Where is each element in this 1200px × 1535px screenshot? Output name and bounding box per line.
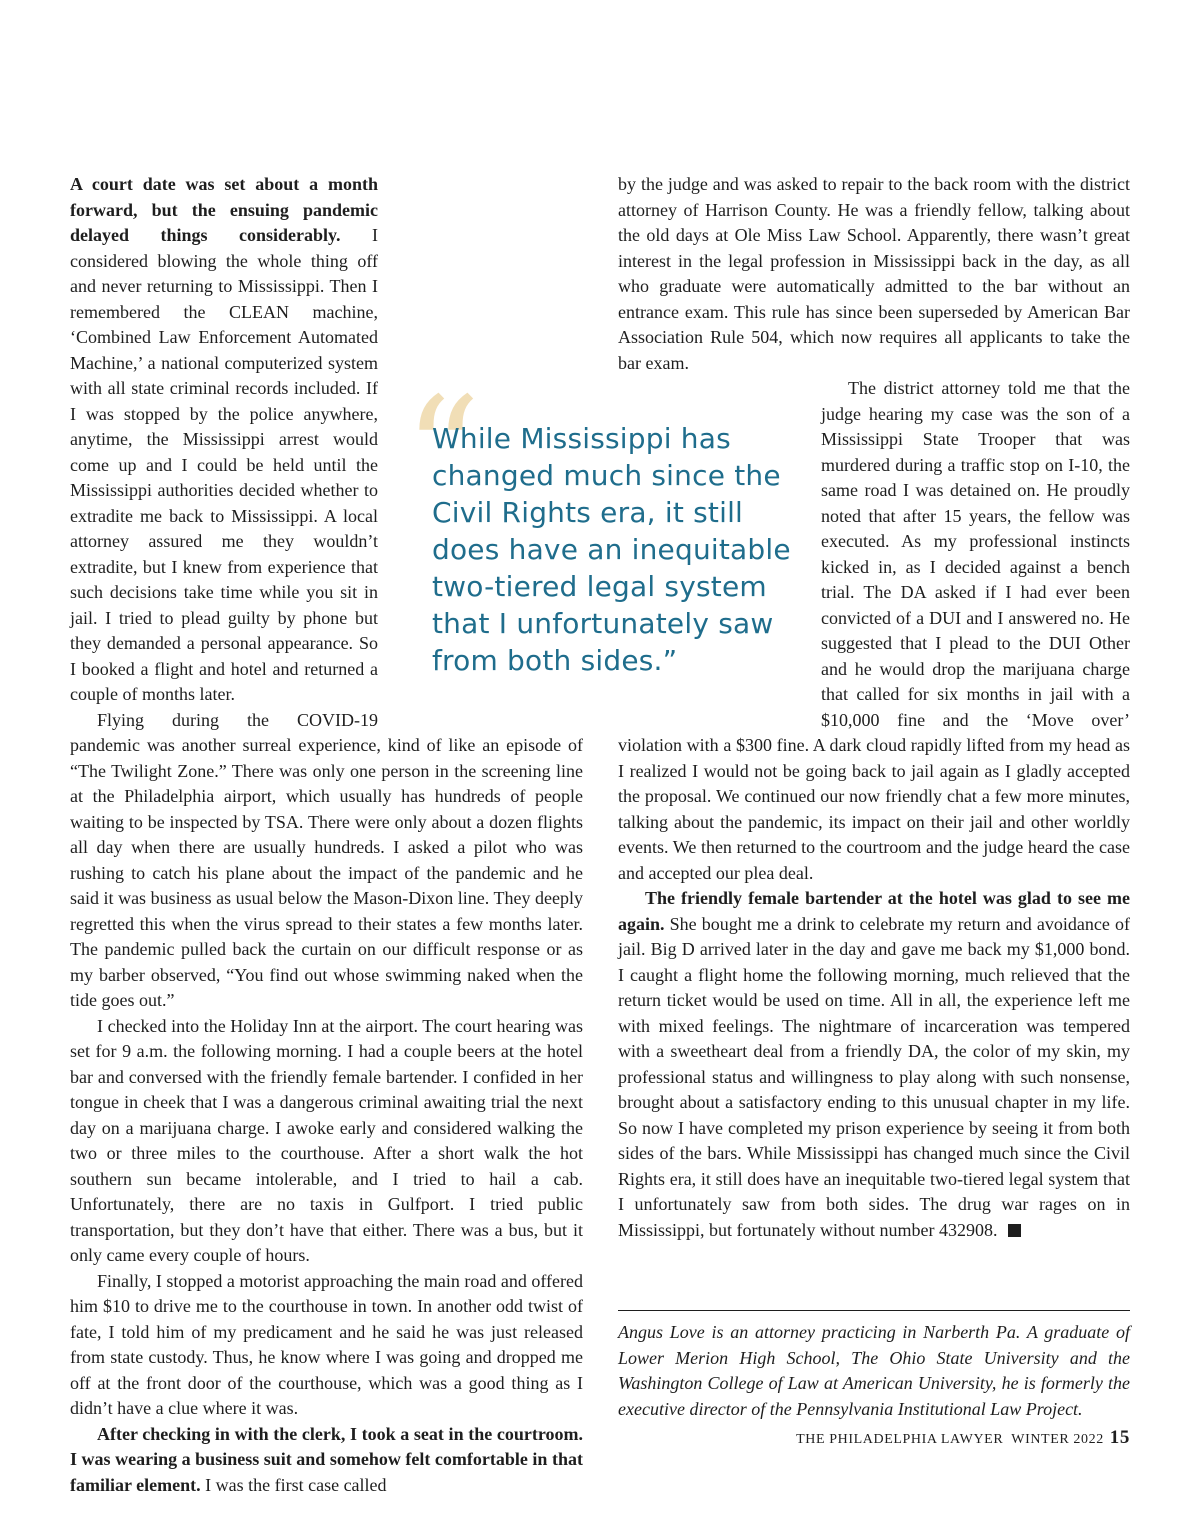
- end-of-article-mark: [1008, 1224, 1021, 1237]
- publication-name: THE PHILADELPHIA LAWYER: [796, 1432, 1004, 1447]
- page-number: 15: [1109, 1427, 1130, 1448]
- paragraph: [70, 1422, 583, 1499]
- paragraph-text: Flying during the COVID-19 pandemic was another surreal experience, kind of like an episode of “The Twilight Zone.” There was only one person in the screening line at the Philadelphia airport, which usually has hundreds of people waiting to be inspected by TSA. There were only about a dozen flights all day when there are usually hundreds. I asked a pilot who was rushing to catch his plane about the impact of the pandemic and he said it was business as usual below the Mason-Dixon line. They deeply regretted this when the virus spread to their states a few months later. The pandemic pulled back the curtain on our difficult response or as my barber observed, “You find out whose swimming naked when the tide goes out.”: [70, 709, 583, 1010]
- right-column: [618, 172, 1130, 1243]
- paragraph-lead: A court date was set about a month forward, but the ensuing pandemic delayed things considerably.: [70, 174, 378, 245]
- author-bio: Angus Love is an attorney practicing in Narberth Pa. A graduate of Lower Merion High School, The Ohio State University and the Washington College of Law at American University, he is formerly the executive director of the Pennsylvania Institutional Law Project.: [618, 1322, 1130, 1419]
- pull-quote-text: While Mississippi has changed much since the Civil Rights era, it still does have an inequitable two-tiered legal system that I unfortunately saw from both sides.”: [432, 422, 791, 677]
- issue-label: WINTER 2022: [1011, 1432, 1104, 1447]
- left-column: [70, 172, 583, 1498]
- paragraph-text: The district attorney told me that the judge hearing my case was the son of a Mississippi State Trooper that was murdered during a traffic stop on I-10, the same road I was detained on. He proudly noted that after 15 years, the fellow was executed. As my professional instincts kicked in, as I decided against a bench trial. The DA asked if I had ever been convicted of a DUI and I answered no. He suggested that I plead to the DUI Other and he would drop the marijuana charge that called for six months in jail with a $10,000 fine and the ‘Move over’ violation with a $300 fine. A dark cloud rapidly lifted from my head as I realized I would not be going back to jail again as I gladly accepted the proposal. We continued our now friendly chat a few more minutes, talking about the pandemic, its impact on their jail and other worldly events. We then returned to the courtroom and the judge heard the case and accepted our plea deal.: [618, 378, 1130, 883]
- paragraph-text: by the judge and was asked to repair to the back room with the district attorney of Harrison County. He was a friendly fellow, talking about the old days at Ole Miss Law School. Apparently, there wasn’t great interest in the legal profession in Mississippi back in the day, as all who graduate were automatically admitted to the bar without an entrance exam. This rule has since been superseded by American Bar Association Rule 504, which now requires all applicants to take the bar exam.: [618, 174, 1130, 373]
- paragraph: [618, 172, 1130, 376]
- paragraph: [70, 708, 583, 1014]
- paragraph-text: Finally, I stopped a motorist approaching the main road and offered him $10 to drive me to the courthouse in town. In another odd twist of fate, I told him of my predicament and he said he was just released from state custody. Thus, he know where I was going and dropped me off at the front door of the courthouse, which was a good thing as I didn’t have a clue where it was.: [70, 1270, 583, 1418]
- paragraph-text: I checked into the Holiday Inn at the airport. The court hearing was set for 9 a.m. the following morning. I had a couple beers at the hotel bar and conversed with the friendly female bartender. I confided in her tongue in cheek that I was a dangerous criminal awaiting trial the next day on a marijuana charge. I awoke early and considered walking the two or three miles to the courthouse. After a short walk the hot southern sun became intolerable, and I tried to hail a cab. Unfortunately, there are no taxis in Gulfport. I tried public transportation, but they don’t have that either. There was a bus, but it only came every couple of hours.: [70, 1015, 583, 1265]
- paragraph: [618, 886, 1130, 1243]
- pull-quote: [404, 366, 796, 690]
- quote-mark-icon: “: [404, 366, 481, 540]
- paragraph-text: She bought me a drink to celebrate my return and avoidance of jail. Big D arrived later in the day and gave me back my $1,000 bond. I caught a flight home the following morning, much relieved that the return ticket would be used on time. All in all, the experience left me with mixed feelings. The nightmare of incarceration was tempered with a sweetheart deal from a friendly DA, the color of my skin, my professional status and willingness to play along with such nonsense, brought about a satisfactory ending to this unusual chapter in my life. So now I have completed my prison experience by seeing it from both sides of the bars. While Mississippi has changed much since the Civil Rights era, it still does have an inequitable two-tiered legal system that I unfortunately saw from both sides. The drug war rages on in Mississippi, but fortunately without number 432908.: [618, 913, 1130, 1240]
- bio-divider: [618, 1310, 1130, 1311]
- paragraph: [70, 1014, 583, 1269]
- paragraph: [70, 1269, 583, 1422]
- paragraph-text: I considered blowing the whole thing off and never returning to Mississippi. Then I remembered the CLEAN machine, ‘Combined Law Enforcement Automated Machine,’ a national computerized system with all state criminal records included. If I was stopped by the police anywhere, anytime, the Mississippi arrest would come up and I could be held until the Mississippi authorities decided whether to extradite me back to Mississippi. A local attorney assured me they wouldn’t extradite, but I knew from experience that such decisions take time while you sit in jail. I tried to plead guilty by phone but they demanded a personal appearance. So I booked a flight and hotel and returned a couple of months later.: [70, 225, 378, 704]
- paragraph-lead: After checking in with the clerk, I took a seat in the courtroom. I was wearing a business suit and somehow felt comfortable in that familiar element.: [70, 1423, 583, 1495]
- paragraph-lead: The friendly female bartender at the hotel was glad to see me again.: [618, 888, 1130, 934]
- paragraph-text: I was the first case called: [200, 1474, 387, 1495]
- page-footer: [796, 1427, 1130, 1449]
